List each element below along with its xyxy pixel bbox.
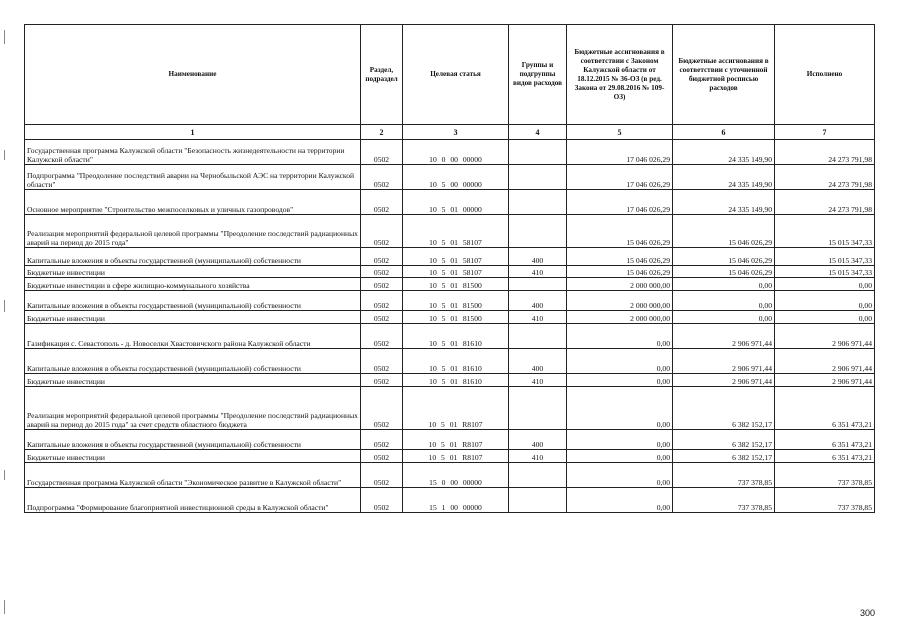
row-target: 10 5 01 R8107: [403, 430, 509, 450]
row-target: 15 0 00 00000: [403, 463, 509, 488]
row-name: Основное мероприятие "Строительство межпоселковых и уличных газопроводов": [25, 190, 361, 215]
row-target: 10 5 01 81500: [403, 311, 509, 324]
row-budget-law: 17 046 026,29: [567, 140, 673, 165]
row-name: Бюджетные инвестиции: [25, 311, 361, 324]
row-budget-refined: 737 378,85: [673, 488, 775, 513]
row-executed: 737 378,85: [775, 463, 875, 488]
row-name: Подпрограмма "Формирование благоприятной инвестиционной среды в Калужской области": [25, 488, 361, 513]
row-name: Капитальные вложения в объекты государственной (муниципальной) собственности: [25, 349, 361, 374]
row-name: Капитальные вложения в объекты государственной (муниципальной) собственности: [25, 248, 361, 266]
table-row: [25, 215, 875, 248]
row-budget-refined: 24 335 149,90: [673, 190, 775, 215]
row-budget-refined: 6 382 152,17: [673, 430, 775, 450]
column-number: 2: [361, 125, 403, 140]
table-row: [25, 324, 875, 349]
row-target: 10 5 01 81500: [403, 291, 509, 311]
row-group: [509, 278, 567, 291]
row-target: 10 5 01 R8107: [403, 387, 509, 430]
table-row: [25, 349, 875, 374]
row-budget-refined: 24 335 149,90: [673, 165, 775, 190]
table-row: [25, 278, 875, 291]
row-executed: 0,00: [775, 291, 875, 311]
table-row: [25, 430, 875, 450]
table-row: [25, 248, 875, 266]
row-group: 400: [509, 349, 567, 374]
row-budget-refined: 0,00: [673, 278, 775, 291]
row-group: 410: [509, 450, 567, 463]
table-row: [25, 450, 875, 463]
table-row: [25, 374, 875, 387]
row-executed: 737 378,85: [775, 488, 875, 513]
row-budget-law: 15 046 026,29: [567, 215, 673, 248]
column-number: 3: [403, 125, 509, 140]
row-executed: 2 906 971,44: [775, 349, 875, 374]
row-budget-law: 2 000 000,00: [567, 278, 673, 291]
row-target: 10 5 01 81610: [403, 349, 509, 374]
row-budget-refined: 15 046 026,29: [673, 266, 775, 278]
row-executed: 24 273 791,98: [775, 165, 875, 190]
row-target: 10 5 01 58107: [403, 215, 509, 248]
row-section: 0502: [361, 165, 403, 190]
row-group: [509, 387, 567, 430]
row-section: 0502: [361, 488, 403, 513]
row-budget-refined: 0,00: [673, 311, 775, 324]
row-group: 400: [509, 248, 567, 266]
table-row: [25, 311, 875, 324]
row-budget-law: 0,00: [567, 349, 673, 374]
row-name: Бюджетные инвестиции: [25, 450, 361, 463]
row-budget-law: 0,00: [567, 324, 673, 349]
row-budget-refined: 6 382 152,17: [673, 387, 775, 430]
table-row: [25, 266, 875, 278]
row-budget-law: 17 046 026,29: [567, 190, 673, 215]
row-budget-refined: 2 906 971,44: [673, 349, 775, 374]
row-target: 10 5 01 81500: [403, 278, 509, 291]
table-row: [25, 387, 875, 430]
row-target: 10 0 00 00000: [403, 140, 509, 165]
row-group: 400: [509, 291, 567, 311]
row-section: 0502: [361, 463, 403, 488]
row-group: [509, 463, 567, 488]
row-group: 410: [509, 266, 567, 278]
row-section: 0502: [361, 190, 403, 215]
row-group: 410: [509, 374, 567, 387]
row-group: 400: [509, 430, 567, 450]
column-number: 7: [775, 125, 875, 140]
page-number: 300: [859, 608, 875, 618]
row-group: [509, 165, 567, 190]
row-executed: 24 273 791,98: [775, 140, 875, 165]
row-name: Государственная программа Калужской области "Экономическое развитие в Калужской области": [25, 463, 361, 488]
row-budget-refined: 6 382 152,17: [673, 450, 775, 463]
row-executed: 2 906 971,44: [775, 324, 875, 349]
row-group: [509, 140, 567, 165]
row-budget-law: 0,00: [567, 488, 673, 513]
row-name: Капитальные вложения в объекты государственной (муниципальной) собственности: [25, 291, 361, 311]
row-section: 0502: [361, 324, 403, 349]
row-group: [509, 324, 567, 349]
header-groups: Группы и подгруппы видов расходов: [509, 25, 567, 125]
row-name: Реализация мероприятий федеральной целевой программы "Преодоление последствий радиационных аварий на период до 2015 года": [25, 215, 361, 248]
row-executed: 15 015 347,33: [775, 215, 875, 248]
row-section: 0502: [361, 266, 403, 278]
row-section: 0502: [361, 349, 403, 374]
row-budget-refined: 2 906 971,44: [673, 324, 775, 349]
row-budget-law: 0,00: [567, 450, 673, 463]
row-executed: 6 351 473,21: [775, 430, 875, 450]
column-number: 1: [25, 125, 361, 140]
row-executed: 6 351 473,21: [775, 450, 875, 463]
row-group: [509, 215, 567, 248]
row-section: 0502: [361, 430, 403, 450]
row-name: Бюджетные инвестиции: [25, 374, 361, 387]
row-budget-law: 0,00: [567, 463, 673, 488]
row-target: 15 1 00 00000: [403, 488, 509, 513]
row-section: 0502: [361, 278, 403, 291]
row-executed: 24 273 791,98: [775, 190, 875, 215]
row-name: Капитальные вложения в объекты государственной (муниципальной) собственности: [25, 430, 361, 450]
table-row: [25, 140, 875, 165]
table-row: [25, 165, 875, 190]
row-group: [509, 190, 567, 215]
table-row: [25, 190, 875, 215]
row-name: Подпрограмма "Преодоление последствий аварии на Чернобыльской АЭС на территории Калужской области": [25, 165, 361, 190]
row-target: 10 5 01 81610: [403, 324, 509, 349]
row-executed: 0,00: [775, 311, 875, 324]
row-name: Газификация с. Севастополь - д. Новоселки Хвастовичского района Калужской области: [25, 324, 361, 349]
row-section: 0502: [361, 387, 403, 430]
row-executed: 0,00: [775, 278, 875, 291]
row-budget-law: 0,00: [567, 374, 673, 387]
table-header-row: [25, 25, 875, 125]
row-target: 10 5 01 00000: [403, 190, 509, 215]
table-row: [25, 291, 875, 311]
row-budget-law: 0,00: [567, 387, 673, 430]
column-number-row: [25, 125, 875, 140]
row-name: Бюджетные инвестиции: [25, 266, 361, 278]
budget-table: [24, 24, 875, 513]
row-section: 0502: [361, 450, 403, 463]
column-number: 5: [567, 125, 673, 140]
row-budget-law: 0,00: [567, 430, 673, 450]
row-section: 0502: [361, 374, 403, 387]
column-number: 4: [509, 125, 567, 140]
header-executed: Исполнено: [775, 25, 875, 125]
row-budget-refined: 15 046 026,29: [673, 248, 775, 266]
row-name: Реализация мероприятий федеральной целевой программы "Преодоление последствий радиационных аварий на период до 2015 года" за счет средств областного бюджета: [25, 387, 361, 430]
row-group: 410: [509, 311, 567, 324]
row-executed: 2 906 971,44: [775, 374, 875, 387]
row-target: 10 5 00 00000: [403, 165, 509, 190]
row-budget-refined: 24 335 149,90: [673, 140, 775, 165]
column-number: 6: [673, 125, 775, 140]
row-target: 10 5 01 R8107: [403, 450, 509, 463]
row-budget-refined: 2 906 971,44: [673, 374, 775, 387]
row-section: 0502: [361, 140, 403, 165]
row-budget-law: 17 046 026,29: [567, 165, 673, 190]
row-name: Бюджетные инвестиции в сфере жилищно-коммунального хозяйства: [25, 278, 361, 291]
table-row: [25, 463, 875, 488]
binder-holes: [4, 0, 6, 640]
row-executed: 6 351 473,21: [775, 387, 875, 430]
row-target: 10 5 01 58107: [403, 248, 509, 266]
row-budget-refined: 0,00: [673, 291, 775, 311]
table-body: [25, 140, 875, 513]
row-budget-law: 15 046 026,29: [567, 248, 673, 266]
row-group: [509, 488, 567, 513]
row-name: Государственная программа Калужской области "Безопасность жизнедеятельности на территории Калужской области": [25, 140, 361, 165]
row-budget-law: 2 000 000,00: [567, 311, 673, 324]
row-section: 0502: [361, 291, 403, 311]
row-budget-refined: 737 378,85: [673, 463, 775, 488]
row-budget-refined: 15 046 026,29: [673, 215, 775, 248]
header-budget-law: Бюджетные ассигнования в соответствии с Законом Калужской области от 18.12.2015 № 36-ОЗ (в ред. Закона от 29.08.2016 № 109-ОЗ): [567, 25, 673, 125]
row-budget-law: 15 046 026,29: [567, 266, 673, 278]
row-executed: 15 015 347,33: [775, 266, 875, 278]
row-section: 0502: [361, 311, 403, 324]
row-target: 10 5 01 58107: [403, 266, 509, 278]
header-section: Раздел, подраздел: [361, 25, 403, 125]
row-section: 0502: [361, 215, 403, 248]
header-target: Целевая статья: [403, 25, 509, 125]
row-target: 10 5 01 81610: [403, 374, 509, 387]
row-budget-law: 2 000 000,00: [567, 291, 673, 311]
table-row: [25, 488, 875, 513]
row-section: 0502: [361, 248, 403, 266]
header-budget-refined: Бюджетные ассигнования в соответствии с уточненной бюджетной росписью расходов: [673, 25, 775, 125]
header-name: Наименование: [25, 25, 361, 125]
row-executed: 15 015 347,33: [775, 248, 875, 266]
